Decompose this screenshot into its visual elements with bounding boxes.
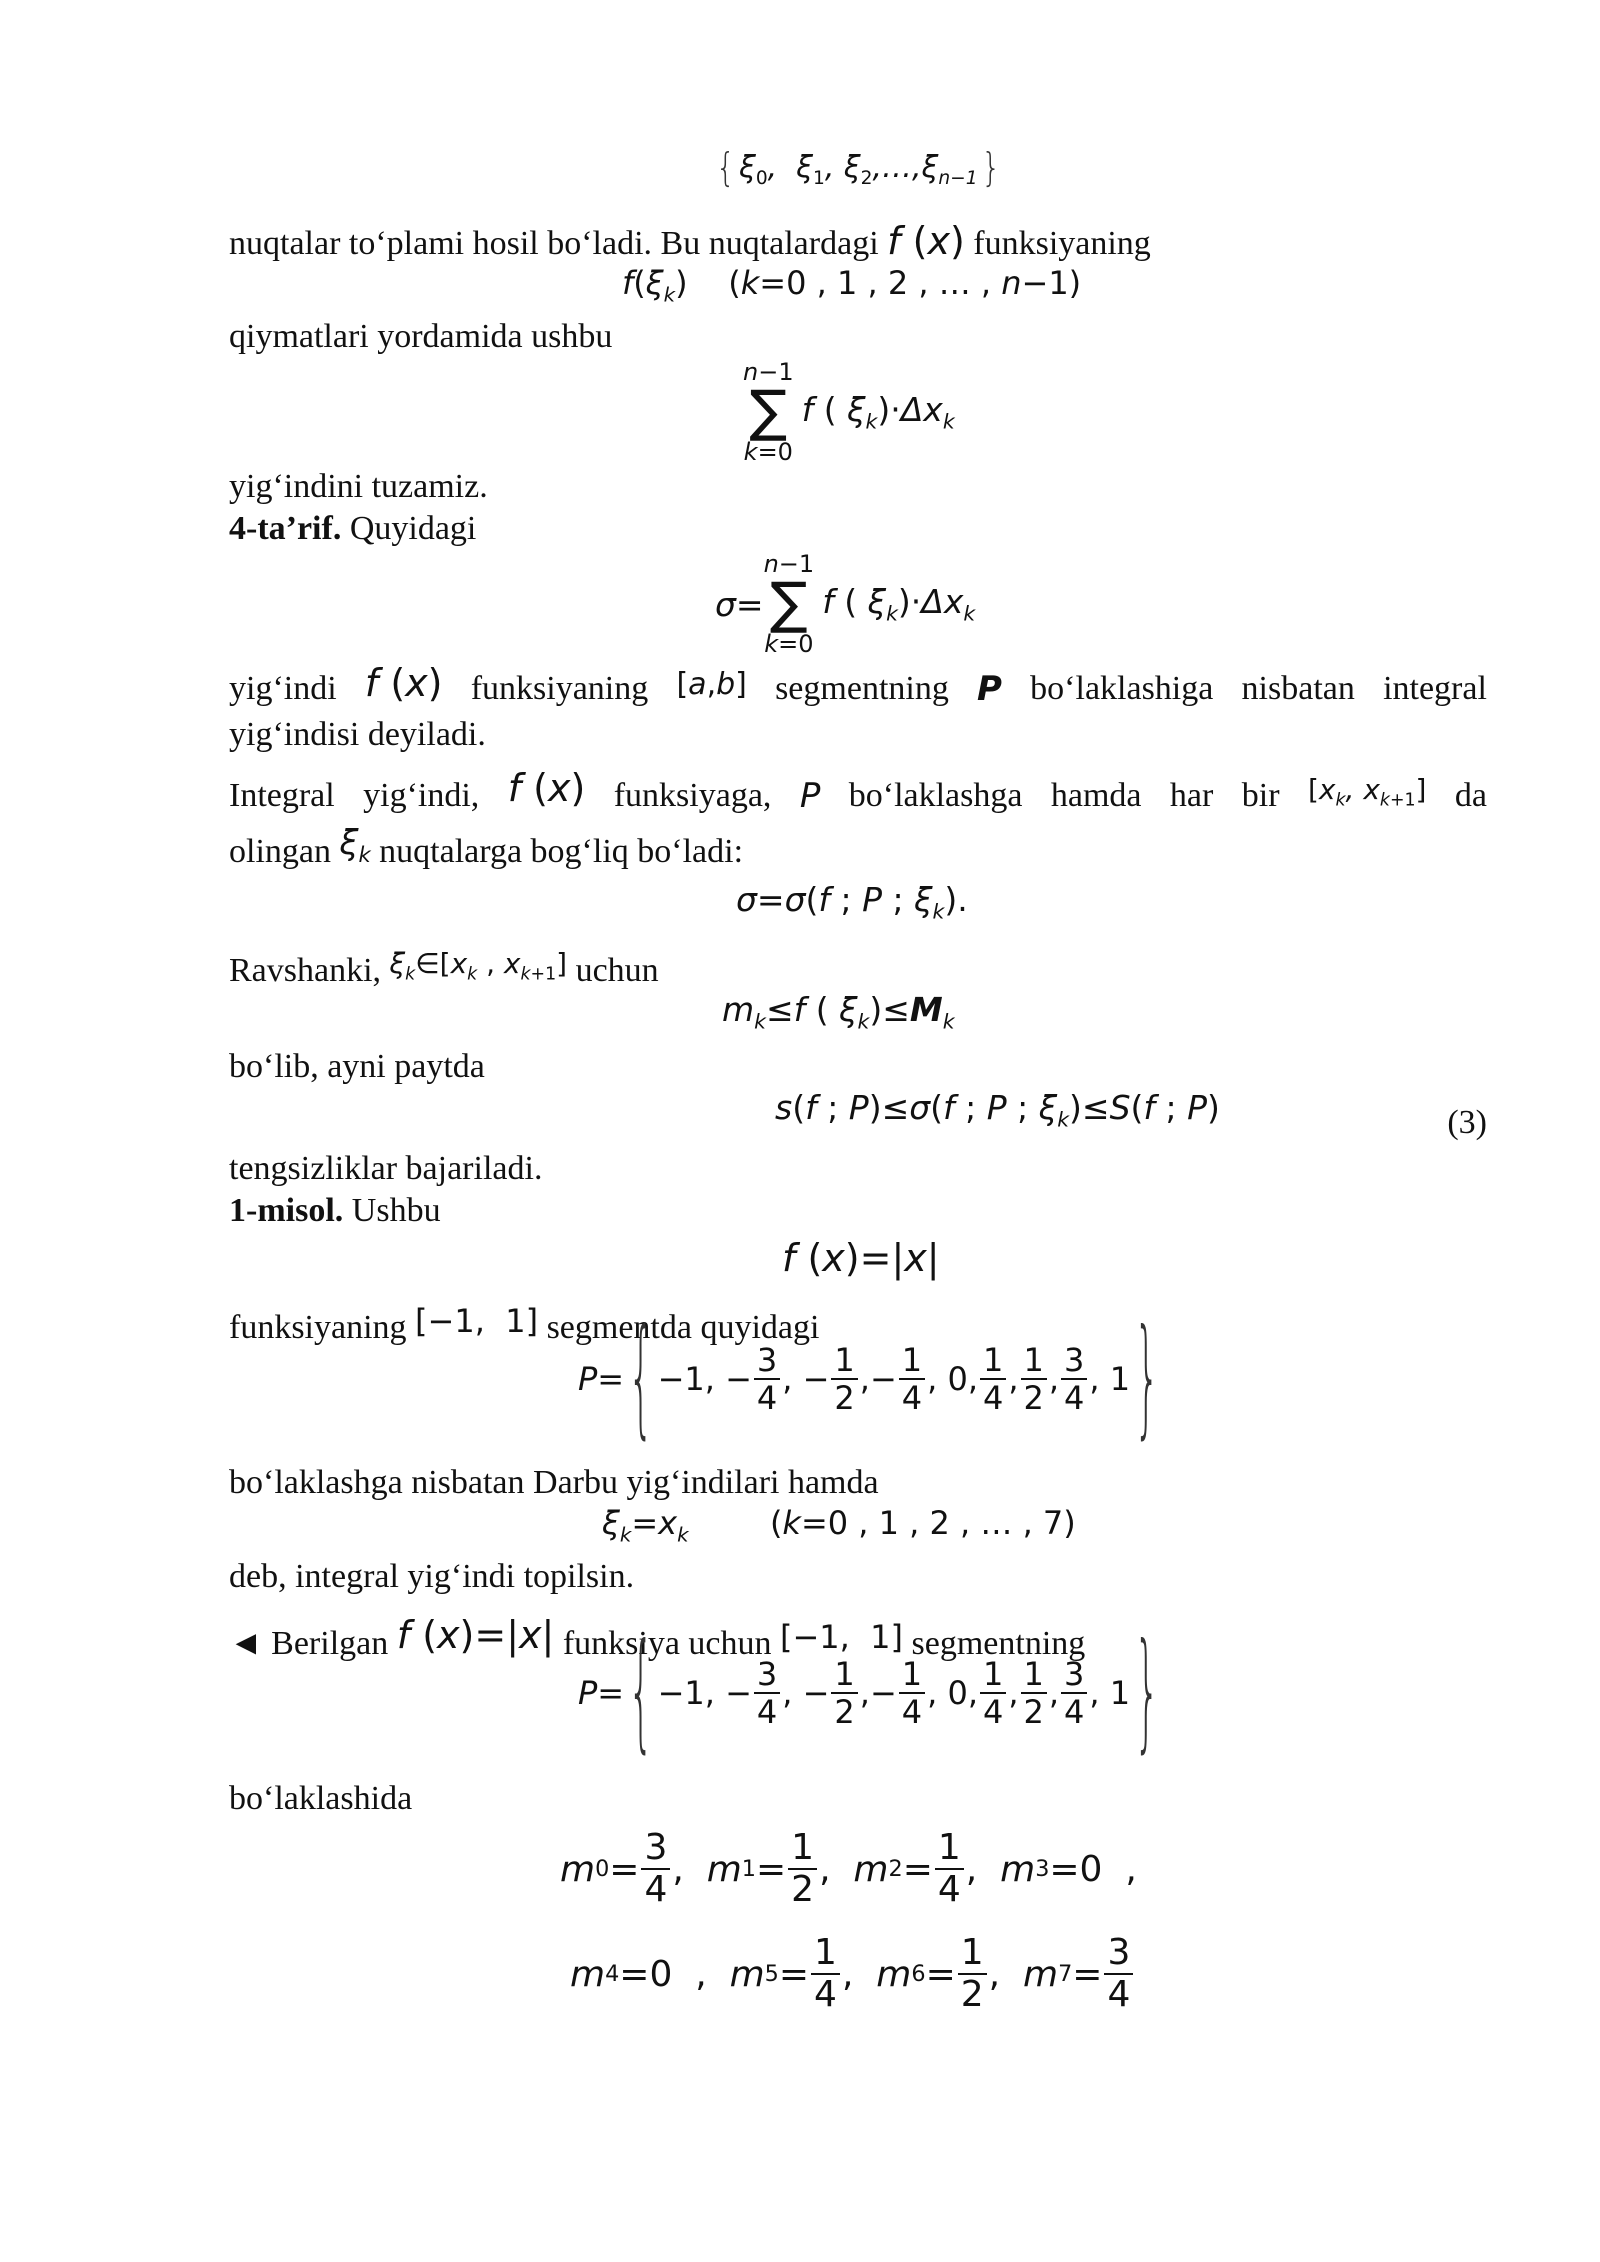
paragraph-line: nuqtalar to‘plami hosil bo‘ladi. Bu nuqtalardagi f (x) funksiyaning xyxy=(229,219,1151,263)
paragraph-line: tengsizliklar bajariladi. xyxy=(229,1150,543,1187)
paragraph-line: funksiyaning [−1, 1] segmentda quyidagi xyxy=(229,1302,820,1346)
example-heading: 1-misol. Ushbu xyxy=(229,1192,441,1229)
paragraph-line: ◄ Berilgan f (x)=|x| funksiya uchun [−1, 1] segmentning xyxy=(229,1613,1086,1662)
formula-partition: P= { −1, − $\frac{3}{4}$ , − $\frac{1}{2}$ ,− $\frac{1}{4}$ , 0, $\frac{1}{4}$ , $\frac{1}{2}$ , $\frac{3}{4}$ , 1 } xyxy=(578,1619,1160,1767)
paragraph-line-justified: yig‘indi f (x) funksiyaning [a,b] segmentning P bo‘laklashiga nisbatan integral xyxy=(229,661,1487,709)
paragraph-line: bo‘laklashga nisbatan Darbu yig‘indilari hamda xyxy=(229,1464,879,1501)
formula-tag-choice: $\xi_k=x_k$ (k=0 , 1 , 2 , … , 7) xyxy=(602,1504,1076,1547)
paragraph-line: yig‘indisi deyiladi. xyxy=(229,716,486,753)
equation-number: (3) xyxy=(1447,1104,1487,1141)
paragraph-line-justified: Integral yig‘indi, f (x) funksiyaga, P bo‘laklashga hamda har bir [$x_k$, $x_{k+1}$] da xyxy=(229,766,1487,816)
formula-dependence: σ=σ(f ; P ; $\xi_k$). xyxy=(736,880,968,924)
example-label: 1-misol. xyxy=(229,1192,344,1229)
formula-partition: P= { −1, − $\frac{3}{4}$ , − $\frac{1}{2}$ ,− $\frac{1}{4}$ , 0, $\frac{1}{4}$ , $\frac{1}{2}$ , $\frac{3}{4}$ , 1 } xyxy=(578,1305,1160,1453)
formula-abs-function: f (x)=|x| xyxy=(782,1236,940,1280)
paragraph-line: Ravshanki, $^{\xi_k\in[x_k , x_{k+1}]}$ uchun xyxy=(229,947,659,989)
paragraph-line: olingan $\xi_k$ nuqtalarga bog‘liq bo‘ladi: xyxy=(229,823,744,870)
definition-label: 4-ta’rif. xyxy=(229,510,342,547)
math-fx: f (x) xyxy=(887,219,965,263)
formula-m-values-row2: m 4 =0 , m 5 = $\frac{1}{4}$ , m 6 = $\frac{1}{2}$ , m 7 = $\frac{3}{4}$ xyxy=(570,1935,1135,2013)
paragraph-line: qiymatlari yordamida ushbu xyxy=(229,318,613,355)
formula-m-values-row1: m 0 = $\frac{3}{4}$ , m 1 = $\frac{1}{2}$ , m 2 = $\frac{1}{4}$ , m 3 =0 , xyxy=(560,1827,1137,1910)
formula-sigma-definition: σ= n−1 ∑ k=0 f ( $\xi_k)\cdot\Delta x_k$ xyxy=(715,550,976,658)
definition-heading: 4-ta’rif. Quyidagi xyxy=(229,510,477,547)
paragraph-line: deb, integral yig‘indi topilsin. xyxy=(229,1558,635,1595)
paragraph-line: bo‘lib, ayni paytda xyxy=(229,1048,485,1085)
paragraph-line: bo‘laklashida xyxy=(229,1780,413,1817)
formula-bounds: $m_k\le f$ ( $\xi_k)\le M_k$ xyxy=(722,990,955,1034)
formula-darboux-inequality: s(f ; P)≤σ(f ; P ; $\xi_k)\le S(f$ ; P) xyxy=(775,1088,1220,1132)
formula-sum: n−1 ∑ k=0 f ( $\xi_k)\cdot\Delta x_k$ xyxy=(743,358,955,466)
paragraph-line: yig‘indini tuzamiz. xyxy=(229,468,488,505)
formula-function-values: $f(\xi_k)$ (k=0 , 1 , 2 , … , n−1) xyxy=(622,264,1082,307)
formula-xi-set: { $\xi_0$, $\xi_1$, $\xi_2,\dots,\xi_{n-1}$ } xyxy=(716,145,1001,192)
